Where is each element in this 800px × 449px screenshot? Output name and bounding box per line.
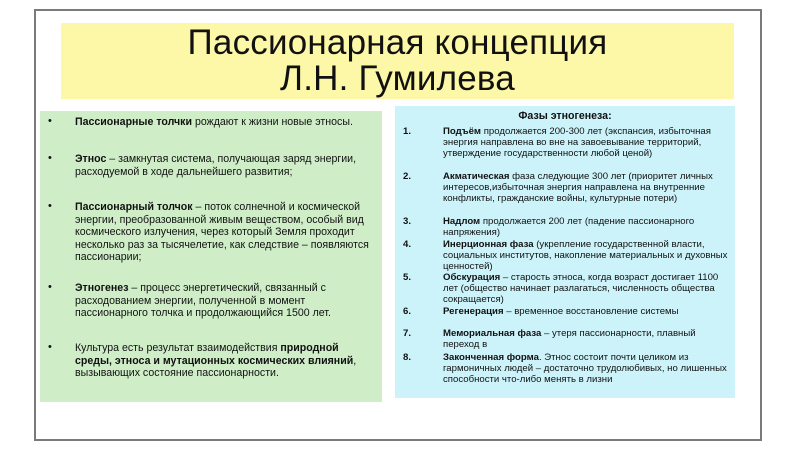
phase-rest: – старость этноса, когда возраст достигает 1100 лет (общество начинает разлагаться, численность общества сокращается) <box>443 272 719 306</box>
left-item-rest: – процесс энергетический, связанный с расходованием энергии, полученной в момент пассионарного толчка и продолжающийся 1500 лет. <box>75 282 331 320</box>
left-item-text <box>75 153 375 178</box>
frame-right-border <box>760 9 762 441</box>
bullet-icon: • <box>48 115 52 127</box>
phase-rest: продолжается 200-300 лет (экспансия, избыточная энергия направлена во вне на завоевывание территорий, утверждение государственности любой ценой) <box>443 126 711 160</box>
left-item-bold: Пассионарные толчки <box>75 116 193 128</box>
phases-heading: Фазы этногенеза: <box>518 110 612 122</box>
phase-rest: – утеря пассионарности, плавный переход в <box>443 328 696 351</box>
left-item-bold: природной среды, этноса и мутационных космических влияний <box>75 342 354 367</box>
phase-bold: Акматическая <box>443 171 510 182</box>
title-line-1: Пассионарная концепция <box>187 23 608 62</box>
left-item-text <box>75 282 375 320</box>
bullet-icon: • <box>48 281 52 293</box>
phase-bold: Обскурация <box>443 272 501 283</box>
left-item-rest: рождают к жизни новые этносы. <box>192 116 353 128</box>
phase-rest: продолжается 200 лет (падение пассионарного напряжения) <box>443 216 695 239</box>
phase-text <box>443 216 729 238</box>
phase-rest: фаза следующие 300 лет (приоритет личных интересов,избыточная энергия направлена на внутренние конфликты, гражданские войны, культурные потери) <box>443 171 713 205</box>
bullet-icon: • <box>48 152 52 164</box>
left-item-bold: Этногенез <box>75 282 129 294</box>
phase-bold: Мемориальная фаза <box>443 328 542 339</box>
phase-number: 2. <box>403 171 412 182</box>
phase-number: 1. <box>403 126 412 137</box>
bullet-icon: • <box>48 200 52 212</box>
phase-bold: Законченная форма <box>443 352 539 363</box>
left-item-text <box>75 342 375 380</box>
frame-top-border <box>34 9 762 11</box>
right-panel <box>395 106 735 398</box>
phase-rest: . Этнос состоит почти целиком из гармоничных людей – достаточно трудолюбивых, но лишенных способности что-либо менять в лизни <box>443 352 727 386</box>
left-item-text <box>75 201 375 264</box>
phase-bold: Подъём <box>443 126 482 137</box>
phase-text <box>443 352 729 385</box>
phase-number: 4. <box>403 239 412 250</box>
phase-text <box>443 126 729 159</box>
phase-rest: (укрепление государственной власти, социальных институтов, накопление материальных и духовных ценностей) <box>443 239 728 273</box>
phase-text <box>443 328 729 350</box>
phase-bold: Регенерация <box>443 306 504 317</box>
phase-bold: Инерционная фаза <box>443 239 534 250</box>
left-item-text <box>75 116 375 129</box>
left-item-bold: Пассионарный толчок <box>75 201 193 213</box>
phase-bold: Надлом <box>443 216 481 227</box>
title-box <box>61 23 734 99</box>
phase-number: 3. <box>403 216 412 227</box>
phase-text <box>443 239 729 272</box>
left-panel <box>40 111 382 402</box>
phase-number: 6. <box>403 306 412 317</box>
left-item-rest: – поток солнечной и космической энергии, преобразованной живым веществом, особый вид космического излучения, через который Земля проходит несколько раз за тысячелетие, как следствие – появляются пассионарии; <box>75 201 369 264</box>
phase-text <box>443 171 729 204</box>
left-item-bold: Этнос <box>75 153 107 165</box>
phase-rest: – временное восстановление системы <box>503 306 679 317</box>
phase-number: 5. <box>403 272 412 283</box>
frame-left-border <box>34 9 36 441</box>
bullet-icon: • <box>48 341 52 353</box>
left-item-rest: , вызывающих состояние пассионарности. <box>75 354 357 380</box>
phase-text <box>443 306 729 317</box>
phase-text <box>443 272 729 305</box>
phase-number: 7. <box>403 328 412 339</box>
title-line-2: Л.Н. Гумилева <box>280 59 515 98</box>
left-item-pre: Культура есть результат взаимодействия <box>75 342 281 354</box>
left-item-rest: – замкнутая система, получающая заряд энергии, расходуемой в ходе дальнейшего развития; <box>75 153 357 178</box>
phase-number: 8. <box>403 352 412 363</box>
frame-bottom-border <box>34 439 762 441</box>
